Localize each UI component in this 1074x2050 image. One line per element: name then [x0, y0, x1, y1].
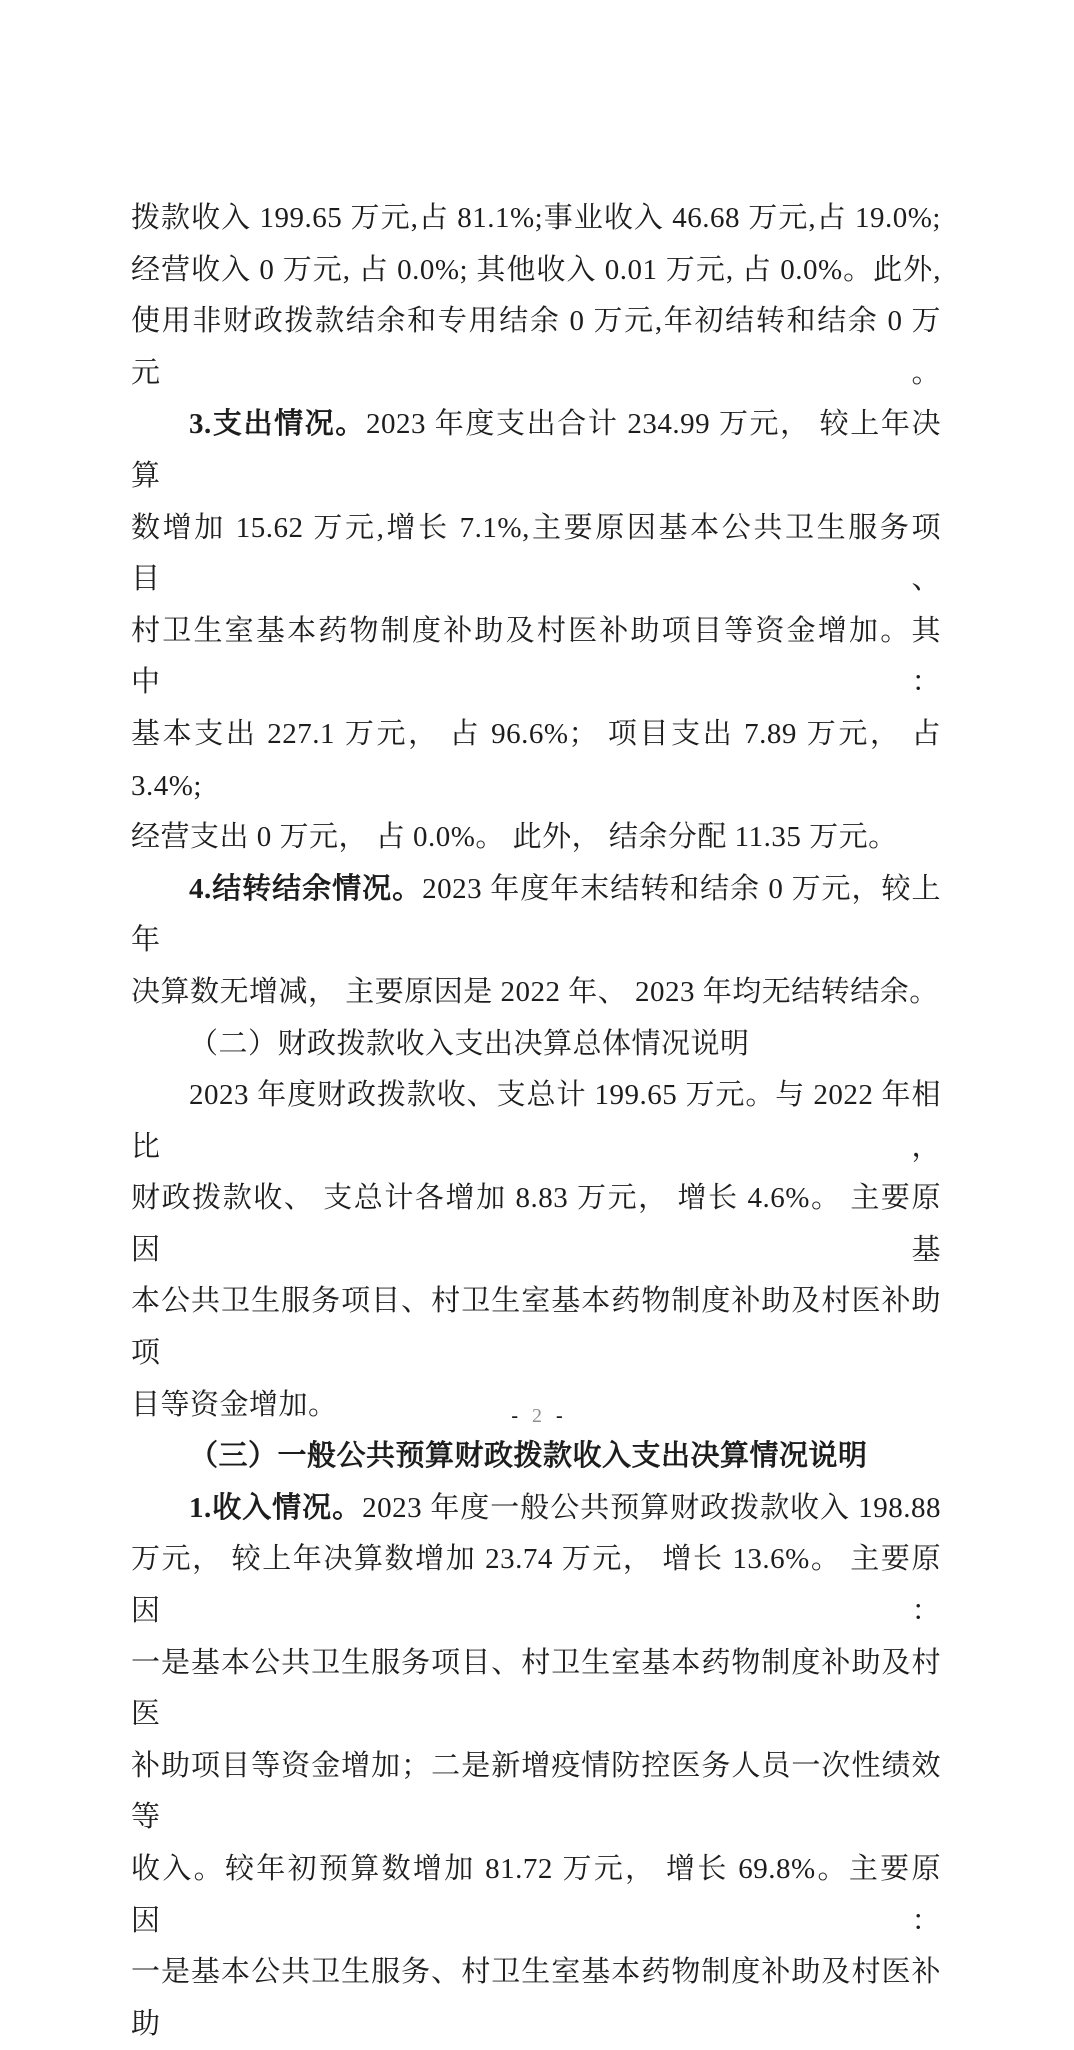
text-line — [131, 1019, 941, 1071]
text-line — [131, 1173, 941, 1276]
text-segment: 一是基本公共卫生服务项目、村卫生室基本药物制度补助及村医 — [131, 1646, 941, 1731]
text-segment: 决算数无增减， 主要原因是 2022 年、 2023 年均无结转结余。 — [131, 975, 939, 1008]
page-number: 2 — [532, 1405, 542, 1427]
text-segment: 2023 年度财政拨款收、支总计 199.65 万元。与 2022 年相比， — [131, 1079, 941, 1163]
text-line — [131, 399, 941, 502]
paragraph — [131, 193, 941, 399]
text-line — [131, 503, 941, 606]
document-body — [131, 193, 941, 2050]
text-line — [131, 245, 941, 297]
text-line — [131, 1276, 941, 1379]
bold-text-segment: （三）一般公共预算财政拨款收入支出决算情况说明 — [189, 1440, 868, 1473]
text-segment: 收入。较年初预算数增加 81.72 万元， 增长 69.8%。主要原因： — [131, 1853, 941, 1937]
paragraph — [131, 1483, 941, 2050]
text-segment: 万元， 较上年决算数增加 23.74 万元， 增长 13.6%。 主要原因： — [131, 1543, 941, 1628]
text-line — [131, 1431, 941, 1483]
text-line — [131, 1638, 941, 1741]
paragraph — [131, 1070, 941, 1431]
paragraph — [131, 864, 941, 1019]
text-line — [131, 864, 941, 967]
text-segment: 财政拨款收、 支总计各增加 8.83 万元， 增长 4.6%。 主要原因基 — [131, 1182, 941, 1266]
footer-left-dash: - — [511, 1405, 518, 1427]
text-segment: 村卫生室基本药物制度补助及村医补助项目等资金增加。其中： — [131, 614, 941, 699]
text-segment: 经营收入 0 万元, 占 0.0%; 其他收入 0.01 万元, 占 0.0%。此外, — [131, 253, 941, 286]
text-line — [131, 1947, 941, 2050]
text-segment: 基本支出 227.1 万元， 占 96.6%； 项目支出 7.89 万元， 占 3.4%; — [131, 717, 941, 802]
footer-right-dash: - — [556, 1405, 563, 1427]
text-line — [131, 812, 941, 864]
bold-text-segment: 1.收入情况。 — [189, 1491, 363, 1524]
text-segment: 经营支出 0 万元， 占 0.0%。 此外， 结余分配 11.35 万元。 — [131, 821, 898, 854]
text-segment: 补助项目等资金增加；二是新增疫情防控医务人员一次性绩效等 — [131, 1749, 941, 1834]
text-line — [131, 193, 941, 245]
text-line — [131, 1741, 941, 1844]
text-line — [131, 606, 941, 709]
text-segment: 2023 年度年末结转和结余 0 万元，较上年 — [131, 872, 941, 957]
text-line — [131, 1534, 941, 1637]
text-segment: 数增加 15.62 万元,增长 7.1%,主要原因基本公共卫生服务项目、 — [131, 511, 941, 596]
bold-text-segment: 4.结转结余情况。 — [189, 872, 423, 905]
text-line — [131, 1483, 941, 1535]
text-line — [131, 1070, 941, 1173]
text-segment: 2023 年度支出合计 234.99 万元， 较上年决算 — [131, 408, 941, 492]
text-segment: 2023 年度一般公共预算财政拨款收入 198.88 — [362, 1491, 941, 1524]
paragraph — [131, 1431, 941, 1483]
paragraph — [131, 1019, 941, 1071]
paragraph — [131, 399, 941, 863]
text-segment: （二）财政拨款收入支出决算总体情况说明 — [189, 1027, 750, 1060]
text-line — [131, 709, 941, 812]
text-line — [131, 1844, 941, 1947]
text-segment: 本公共卫生服务项目、村卫生室基本药物制度补助及村医补助项 — [131, 1285, 941, 1370]
text-line — [131, 296, 941, 399]
text-line — [131, 967, 941, 1019]
text-segment: 一是基本公共卫生服务、村卫生室基本药物制度补助及村医补助 — [131, 1956, 941, 2040]
page-footer — [0, 1402, 1074, 1430]
bold-text-segment: 3.支出情况。 — [189, 408, 366, 441]
text-segment: 使用非财政拨款结余和专用结余 0 万元,年初结转和结余 0 万元。 — [131, 305, 941, 389]
text-segment: 拨款收入 199.65 万元,占 81.1%;事业收入 46.68 万元,占 19.0%; — [131, 202, 941, 234]
text-segment: 目等资金增加。 — [131, 1388, 338, 1421]
